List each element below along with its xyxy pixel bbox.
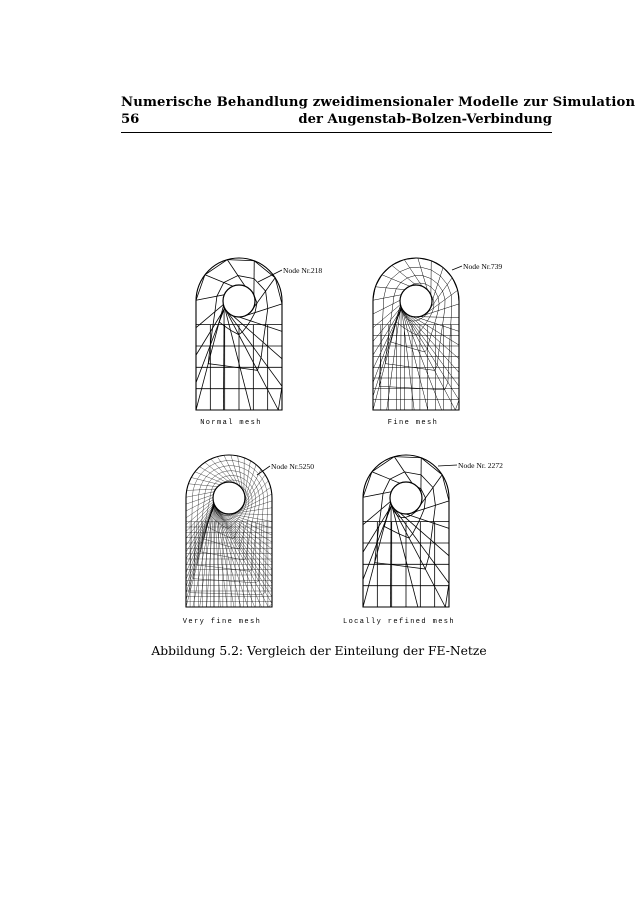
mesh-radial-line: [214, 504, 268, 607]
pin-hole: [223, 285, 255, 317]
mesh-radial-line: [406, 514, 449, 528]
mesh-radial-line: [186, 487, 218, 607]
figure-caption: Abbildung 5.2: Vergleich der Einteilung der FE-Netze: [151, 644, 487, 658]
mesh-radial-line: [391, 504, 445, 607]
mesh-label: Locally refined mesh: [342, 618, 456, 626]
mesh-lines-normal: [196, 260, 282, 410]
mesh-lines-very-fine: [186, 455, 272, 607]
node-label: Node Nr. 2272: [458, 461, 503, 470]
page-number: 56: [121, 112, 140, 127]
mesh-radial-line: [401, 307, 455, 410]
mesh-panel-very-fine: [183, 455, 314, 626]
mesh-radial-line: [223, 295, 224, 410]
mesh-lines-locally-refined: [363, 457, 449, 607]
mesh-panel-locally-refined: [343, 455, 503, 626]
pin-hole: [400, 285, 432, 317]
node-label: Node Nr.739: [463, 262, 503, 271]
mesh-radial-line: [228, 312, 282, 386]
pin-hole: [390, 482, 422, 514]
mesh-label: Very fine mesh: [182, 618, 262, 626]
mesh-panel-fine: [373, 258, 502, 427]
mesh-radial-line: [363, 487, 395, 607]
mesh-panel-normal: [196, 258, 322, 427]
running-title: Numerische Behandlung zweidimensionaler Modelle zur Simulation: [121, 95, 636, 110]
node-leader-line: [452, 266, 462, 270]
pin-hole: [213, 482, 245, 514]
mesh-radial-line: [224, 307, 278, 410]
mesh-radial-line: [196, 290, 228, 410]
mesh-label: Fine mesh: [387, 419, 439, 427]
mesh-radial-line: [416, 317, 459, 331]
mesh-label: Normal mesh: [200, 419, 262, 427]
mesh-radial-line: [395, 509, 449, 583]
node-label: Node Nr.218: [283, 266, 323, 275]
node-leader-line: [438, 465, 457, 466]
mesh-lines-fine: [373, 258, 459, 410]
node-label: Node Nr.5250: [271, 462, 315, 471]
running-subtitle: der Augenstab-Bolzen-Verbindung: [298, 112, 552, 127]
mesh-radial-line: [239, 317, 282, 331]
mesh-radial-line: [400, 295, 401, 410]
mesh-radial-line: [419, 317, 459, 318]
